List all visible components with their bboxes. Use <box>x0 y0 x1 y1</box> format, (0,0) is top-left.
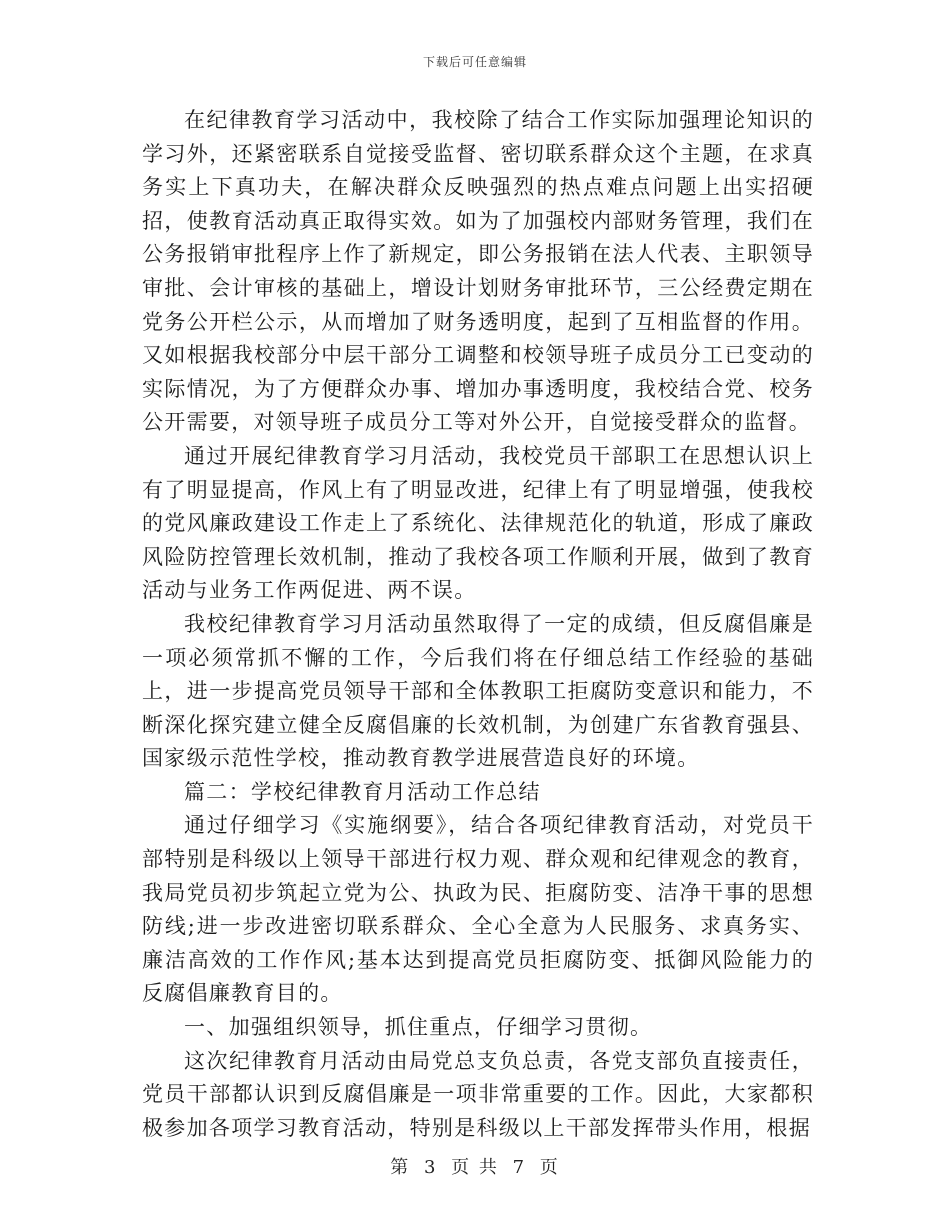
document-body <box>142 104 814 1145</box>
header-note: 下载后可任意编辑 <box>422 55 527 69</box>
current-page-number: 3 <box>423 1157 438 1178</box>
footer-prefix: 第 <box>390 1157 411 1178</box>
sub-heading: 一、加强组织领导，抓住重点，仔细学习贯彻。 <box>184 1015 653 1040</box>
paragraph-4: 通过仔细学习《实施纲要》，结合各项纪律教育活动，对党员干部特别是科级以上领导干部进行权力观、群众观和纪律观念的教育，我局党员初步筑起立党为公、执政为民、拒腐防变、洁净干事的思想防线;进一步改进密切联系群众、全心全意为人民服务、求真务实、廉洁高效的工作作风;基本达到提高党员拒腐防变、抵御风险能力的反腐倡廉教育目的。 <box>142 813 814 1006</box>
paragraph-2: 通过开展纪律教育学习月活动，我校党员干部职工在思想认识上有了明显提高，作风上有了明显改进，纪律上有了明显增强，使我校的党风廉政建设工作走上了系统化、法律规范化的轨道，形成了廉政风险防控管理长效机制，推动了我校各项工作顺利开展，做到了教育活动与业务工作两促进、两不误。 <box>142 443 814 603</box>
section-heading: 篇二：学校纪律教育月活动工作总结 <box>184 779 541 804</box>
paragraph-1: 在纪律教育学习活动中，我校除了结合工作实际加强理论知识的学习外，还紧密联系自觉接受监督、密切联系群众这个主题，在求真务实上下真功夫，在解决群众反映强烈的热点难点问题上出实招硬招，使教育活动真正取得实效。如为了加强校内部财务管理，我们在公务报销审批程序上作了新规定，即公务报销在法人代表、主职领导审批、会计审核的基础上，增设计划财务审批环节，三公经费定期在党务公开栏公示，从而增加了财务透明度，起到了互相监督的作用。又如根据我校部分中层干部分工调整和校领导班子成员分工已变动的实际情况，为了方便群众办事、增加办事透明度，我校结合党、校务公开需要，对领导班子成员分工等对外公开，自觉接受群众的监督。 <box>142 108 814 435</box>
total-pages-number: 7 <box>512 1157 527 1178</box>
footer-middle: 页 共 <box>451 1157 499 1178</box>
paragraph-3: 我校纪律教育学习月活动虽然取得了一定的成绩，但反腐倡廉是一项必须常抓不懈的工作，今后我们将在仔细总结工作经验的基础上，进一步提高党员领导干部和全体教职工拒腐防变意识和能力，不断深化探究建立健全反腐倡廉的长效机制，为创建广东省教育强县、国家级示范性学校，推动教育教学进展营造良好的环境。 <box>142 611 814 771</box>
page-footer <box>0 1153 950 1179</box>
footer-suffix: 页 <box>539 1157 560 1178</box>
paragraph-5: 这次纪律教育月活动由局党总支负总责，各党支部负直接责任，党员干部都认识到反腐倡廉是一项非常重要的工作。因此，大家都积极参加各项学习教育活动，特别是科级以上干部发挥带头作用，根据 <box>142 1048 814 1140</box>
